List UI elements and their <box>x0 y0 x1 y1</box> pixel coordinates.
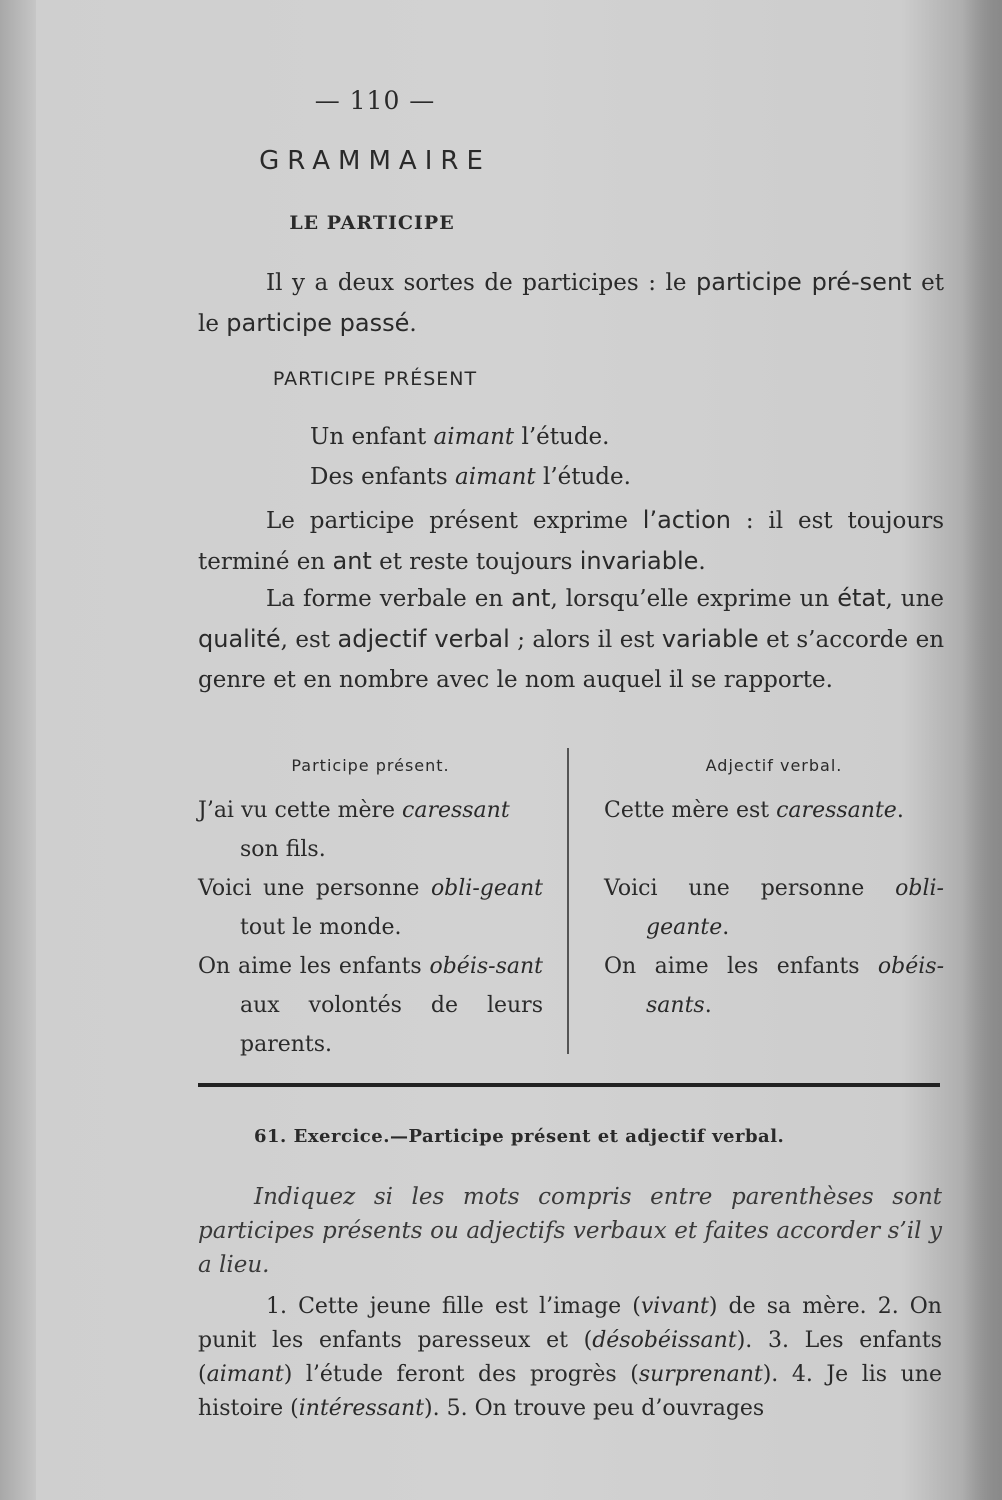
rule-term: qualité <box>198 625 281 653</box>
table-row <box>604 869 944 947</box>
cell-italic: obli-geant <box>430 876 543 901</box>
intro-text-2: et le <box>198 270 944 337</box>
example-text: l’étude. <box>514 424 610 450</box>
rule-term: adjectif verbal <box>337 625 510 653</box>
adjective-column <box>604 746 944 1025</box>
rule-text: ; alors il est <box>509 627 662 653</box>
table-row <box>198 947 543 1064</box>
intro-text-3: . <box>409 311 417 337</box>
intro-text-1: Il y a deux sortes de participes : le <box>266 270 697 296</box>
example-text: Des enfants <box>310 464 455 490</box>
rule-term: l’action <box>642 506 731 534</box>
chapter-subtitle: LE PARTICIPE <box>289 212 455 234</box>
page-left-shadow <box>0 0 36 1500</box>
rule-text: : il est toujours terminé en <box>198 508 945 575</box>
exercise-fragment: ). 3. Les enfants ( <box>198 1328 942 1387</box>
rule-text: , est <box>280 627 338 653</box>
exercise-instruction <box>198 1180 942 1282</box>
exercise-fragment: ) l’étude feront des progrès ( <box>283 1362 639 1387</box>
exercise-fragment: ) de sa mère. 2. On punit les enfants paresseux et ( <box>198 1294 942 1353</box>
rule-text: La forme verbale en <box>266 586 512 612</box>
table-row <box>604 791 944 830</box>
intro-term-past: participe passé <box>226 309 410 337</box>
cell-italic: caressante <box>776 798 897 823</box>
rule-text: , une <box>885 586 945 612</box>
page-right-shadow <box>962 0 1002 1500</box>
cell-text: . <box>704 993 712 1018</box>
example-italic: aimant <box>433 424 515 450</box>
rule-paragraph-2 <box>198 578 944 700</box>
instruction-text: Indiquez si les mots compris entre parenthèses sont participes présents ou adjectifs verbaux et faites accorder s’il y a lieu. <box>198 1184 942 1278</box>
participle-column <box>198 746 543 1064</box>
table-row <box>604 947 944 1025</box>
rule-term: variable <box>661 625 759 653</box>
example-text: l’étude. <box>535 464 631 490</box>
cell-italic: obli-geante <box>646 876 944 940</box>
exercise-text <box>198 1290 942 1426</box>
present-participle-heading: PARTICIPE PRÉSENT <box>272 368 478 390</box>
cell-text: On aime les enfants <box>604 954 878 979</box>
exercise-word: intéressant <box>298 1396 425 1421</box>
rule-text: Le participe présent exprime <box>266 508 643 534</box>
cell-text: . <box>722 915 730 940</box>
example-italic: aimant <box>455 464 536 490</box>
cell-text: aux volontés de leurs parents. <box>240 993 543 1057</box>
exercise-heading: Exercice.—Participe présent et adjectif verbal. <box>293 1126 785 1147</box>
adjective-column-header: Adjectif verbal. <box>705 756 843 775</box>
exercise-fragment: ). 5. On trouve peu d’ouvrages <box>424 1396 765 1421</box>
exercise-word: aimant <box>206 1362 284 1387</box>
rule-paragraph-1 <box>198 500 944 582</box>
example-line <box>310 464 631 490</box>
example-text: Un enfant <box>310 424 434 450</box>
exercise-title <box>254 1126 784 1147</box>
cell-text: Cette mère est <box>604 798 777 823</box>
exercise-word: surprenant <box>638 1362 763 1387</box>
cell-text: On aime les enfants <box>198 954 430 979</box>
cell-italic: obéis-sant <box>429 954 543 979</box>
cell-text: Voici une personne <box>604 876 896 901</box>
cell-text: . <box>896 798 904 823</box>
rule-term: ant <box>511 584 551 612</box>
rule-term: état <box>837 584 886 612</box>
rule-text: et s’accorde en genre et en nombre avec le nom auquel il se rapporte. <box>198 627 945 693</box>
cell-italic: caressant <box>402 798 510 823</box>
cell-italic: obéis-sants <box>646 954 944 1018</box>
exercise-fragment: ). 4. Je lis une histoire ( <box>198 1362 942 1421</box>
cell-text: son fils. <box>240 837 326 862</box>
example-line <box>310 424 609 450</box>
rule-text: , lorsqu’elle exprime un <box>550 586 838 612</box>
participle-column-header: Participe présent. <box>291 756 450 775</box>
rule-text: . <box>698 549 706 575</box>
cell-text: J’ai vu cette mère <box>198 798 402 823</box>
cell-text: tout le monde. <box>240 915 402 940</box>
section-title: GRAMMAIRE <box>259 146 491 176</box>
rule-term: ant <box>332 547 372 575</box>
table-row <box>198 791 543 869</box>
section-separator <box>198 1083 940 1087</box>
table-row <box>198 869 543 947</box>
exercise-number: 61. <box>254 1126 287 1147</box>
rule-text: et reste toujours <box>371 549 580 575</box>
column-divider <box>567 748 569 1054</box>
exercise-word: vivant <box>640 1294 709 1319</box>
cell-text: Voici une personne <box>198 876 431 901</box>
rule-term: invariable <box>579 547 699 575</box>
intro-paragraph <box>198 262 944 344</box>
page-number: — 110 — <box>314 86 436 115</box>
exercise-fragment: 1. Cette jeune fille est l’image ( <box>266 1294 641 1319</box>
intro-term-present: participe pré-sent <box>696 268 912 296</box>
exercise-word: désobéissant <box>592 1328 737 1353</box>
